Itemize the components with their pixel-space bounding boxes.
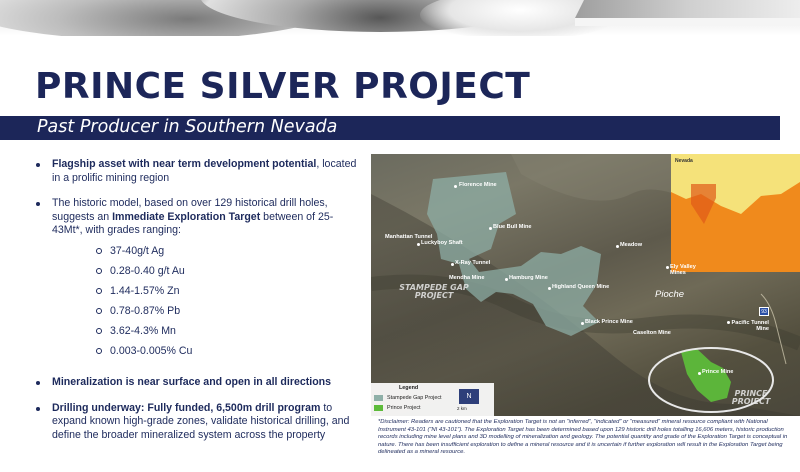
town-label-pioche: Pioche bbox=[655, 289, 685, 300]
top-decorative-banner bbox=[0, 0, 800, 36]
grade-list bbox=[52, 244, 362, 364]
grade-item: 0.78-0.87% Pb bbox=[52, 304, 362, 324]
bullet-bold: Mineralization is near surface and open in all directions bbox=[52, 375, 332, 388]
label-meadow: Meadow bbox=[620, 242, 643, 248]
prince-project-label: PRINCE PROJECT bbox=[731, 389, 771, 406]
prince-project-area bbox=[681, 348, 734, 402]
bullet-list bbox=[28, 158, 362, 454]
label-blue-bull-mine: Blue Bull Mine bbox=[493, 224, 532, 230]
bullet-text: to expand known high-grade zones, validate historical drilling, and define the broader mineralized system across the property bbox=[52, 401, 350, 441]
label-florence-mine: Florence Mine bbox=[459, 182, 497, 188]
slide-title: PRINCE SILVER PROJECT bbox=[35, 66, 531, 107]
nevada-inset-map bbox=[671, 154, 800, 272]
inset-state-label: Nevada bbox=[675, 158, 693, 164]
slide-subtitle: Past Producer in Southern Nevada bbox=[37, 117, 338, 137]
grade-item: 0.28-0.40 g/t Au bbox=[52, 264, 362, 284]
bullet-bold: Drilling underway: Fully funded, 6,500m drill program bbox=[52, 401, 321, 414]
bullet-drilling bbox=[28, 402, 362, 443]
stampede-gap-label: STAMPEDE GAP PROJECT bbox=[399, 283, 469, 300]
label-manhattan-tunnel: Manhattan Tunnel bbox=[385, 234, 433, 240]
subtitle-bar bbox=[0, 116, 790, 140]
grade-item: 0.003-0.005% Cu bbox=[52, 344, 362, 364]
scale-bar-label: 2 km bbox=[457, 406, 467, 411]
label-luckyboy-shaft: Luckyboy Shaft bbox=[421, 240, 463, 246]
bullet-dot bbox=[36, 202, 40, 206]
label-highland-queen-mine: Highland Queen Mine bbox=[552, 284, 610, 290]
bullet-flagship bbox=[28, 158, 362, 185]
legend-title: Legend bbox=[399, 385, 419, 391]
label-hamburg-mine: Hamburg Mine bbox=[509, 275, 548, 281]
project-map bbox=[371, 154, 800, 416]
bullet-text: , located in a prolific mining region bbox=[52, 158, 357, 184]
map-legend: Legend Stampede Gap Project Prince Project N 2 km bbox=[371, 383, 494, 416]
grade-item: 3.62-4.3% Mn bbox=[52, 324, 362, 344]
bullet-dot bbox=[36, 163, 40, 167]
label-black-prince-mine: Black Prince Mine bbox=[585, 319, 633, 325]
bullet-dot bbox=[36, 407, 40, 411]
label-xray-tunnel: X-Ray Tunnel bbox=[455, 260, 491, 266]
label-mendha-mine: Mendha Mine bbox=[449, 275, 485, 281]
label-ely-valley-mines: Ely Valley Mines bbox=[670, 264, 696, 276]
label-prince-mine: Prince Mine bbox=[702, 369, 734, 375]
bullet-text: The historic model, based on over 129 historical drill holes, suggests an bbox=[52, 197, 328, 223]
label-caselton-mine: Caselton Mine bbox=[633, 330, 671, 336]
north-arrow-icon: N bbox=[459, 389, 479, 404]
bullet-mineralization bbox=[28, 376, 362, 390]
label-pacific-tunnel-mine: Pacific Tunnel Mine bbox=[731, 320, 769, 332]
disclaimer-text: *Disclaimer: Readers are cautioned that the Exploration Target is not an “inferred”, “indicated” or “measured” mineral resource compliant with National Instrument 43-101 (“NI 43-101”). The Exploration Target has been determined based upon 129 historic drill holes totalling 16,606 meters, historic production records including mine level plans and 3D modelling of mineralization and geology. The potential quantity and grade of the Exploration Target is conceptual in nature. There has been insufficient exploration to define a mineral resource and it is uncertain if further exploration will result in the Exploration Target being delineated as a mineral resource. bbox=[378, 419, 788, 456]
bullet-dot bbox=[36, 381, 40, 385]
bullet-bold: Flagship asset with near term development potential bbox=[52, 158, 317, 170]
grade-item: 1.44-1.57% Zn bbox=[52, 284, 362, 304]
grade-item: 37-40g/t Ag bbox=[52, 244, 362, 264]
bullet-bold: Immediate Exploration Target bbox=[112, 210, 261, 223]
bullet-text: between of 25-43Mt*, with grades ranging: bbox=[52, 210, 334, 237]
bullet-historic-model bbox=[28, 197, 362, 364]
highway-shield-icon: 93 bbox=[759, 307, 769, 316]
